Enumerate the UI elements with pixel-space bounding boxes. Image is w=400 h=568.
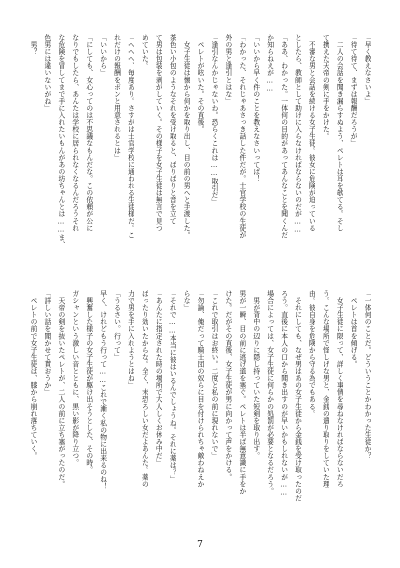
text-column: らな」 <box>182 290 191 312</box>
text-column: それにしても、なぜ男はあの女子生徒から金銭を受け取ったのだ <box>293 290 302 502</box>
text-column: 「逢引なんかじゃないわ。恐らくこれは……取引だ」 <box>210 34 218 206</box>
lower-text-block <box>26 290 374 546</box>
page-number: 7 <box>197 540 203 550</box>
text-column: 「あんたに指定された時の場所で大人しくお休み中だ」 <box>154 290 163 467</box>
text-column: 「わかった、それじゃあさっき話した件だが。士官学校の生徒が <box>237 34 246 239</box>
text-column: ペレトは首を傾げる。 <box>349 290 358 368</box>
text-column: れだけの報酬をポンと用意されるとは」 <box>112 34 121 161</box>
text-column: 「にしても、女心ってのは不思議なもんだな。この依頼が公に <box>84 34 93 232</box>
text-column: 「ああ、わかった。一体何の目的があってあんなことを聞くんだ <box>279 34 288 239</box>
text-column: めていた。 <box>140 34 149 70</box>
text-column: 興奮した様子の女子生徒が駆け出そうとした、その時。 <box>84 290 93 474</box>
text-column: 早く、けれどもう行って……これで漸く私の物に出来るのね！ <box>98 290 107 490</box>
text-column: 「一体何のことだ。どういうことかわかった生徒か？ <box>363 290 372 460</box>
text-column: 「いいから早く件のことを教えなさいってば！ <box>251 34 260 183</box>
text-column: て男は包装を剥がしていく。その様子を女子生徒は無言で見つ <box>154 34 163 232</box>
text-column: としたら、教師として助けに入らなければならないのだが…… <box>293 34 302 234</box>
text-column: 場合によっては、女子生徒に何らかの処罰が必要となるだろう。 <box>265 290 274 495</box>
text-column: 女子生徒は懐から何かを取り出し、目の前の男へと手渡した。 <box>182 34 191 239</box>
text-column: 外の男と逢引とはな」 <box>223 34 232 105</box>
text-column: 力で男を手に入れようとはね」 <box>126 290 135 389</box>
text-column: 「早く教えなさいよ」 <box>363 34 372 105</box>
text-column: なりでもしたら、あんたは学校に居られなくなるんだろうそれ <box>70 34 79 232</box>
text-column: 男が一瞬、目の前に逃げ道を塞ぐ。ペレトは半ば無意識に手をか <box>237 290 246 495</box>
text-column: か知らねえが…… <box>265 34 274 93</box>
text-column: 「勿論、俺だって騎士団の奴らに目を付けられちゃ敵わねえか <box>196 290 205 488</box>
text-column: けた。だがその直後、女子生徒が男に向かって声をかける。 <box>223 290 232 481</box>
text-column: て携えた天帝の剣に手をかけた。 <box>321 34 330 140</box>
text-column: 「待て待て、まずは報酬だろうが」 <box>349 34 358 147</box>
text-column: 女子生徒に限って、詳しく事情を尋ねなければならないだろ <box>335 290 344 488</box>
text-column: ペレトの前で女子生徒は、膝から崩れ落ちていく。 <box>29 290 38 460</box>
text-column: ガシャンという激しい音とともに、黒い影が降り立つ。 <box>70 290 79 467</box>
text-column: 「これで取引はお終い。二度と私の前に現れないで」 <box>210 290 218 460</box>
text-column: 男？ <box>29 34 38 56</box>
text-column: 「うるさい。行って」 <box>112 290 121 361</box>
text-column: 色男には違いないがね」 <box>42 34 51 112</box>
text-column: 天帝の剣を抜いたペレトが、二人の前に立ち塞がったのだ。 <box>56 290 65 488</box>
text-column: 由。彼自身を危険から守る為でもある。 <box>307 290 316 417</box>
text-column: 「へへへ、毎度あり。さすがは士官学校に通われる生徒様だ。こ <box>126 34 135 239</box>
text-column: 「それで……本当に彼はいるんでしょうね。それに薬は？」 <box>168 290 177 483</box>
text-column: ペレトが呟いた。その直後。 <box>196 34 205 133</box>
upper-text-block <box>26 34 374 290</box>
text-column: な危険を冒してまで手に入れたいもんがあの坊ちゃんとは……ま、 <box>56 34 65 248</box>
text-column: 不審な男と会話を続ける女子生徒。彼女に危険が迫っている <box>307 34 316 232</box>
text-column: ぱったり効いたからな。全く、末恐ろしい女だよあんた。薬の <box>140 290 149 488</box>
text-column: 茶色い小包のようなそれを受け取ると、ばりばりと音を立て <box>168 34 177 225</box>
text-column: 男が背中の辺りに隠し持っていた短剣を取り出す。 <box>251 290 260 460</box>
text-column: う。こんな場所で怪しげな男と、金銭の遣り取りをしていた理 <box>321 290 330 488</box>
text-column: ろう。直後に本人の口から聞き出すのが早いかもしれないが…… <box>279 290 288 497</box>
text-column: 二人の会話を聞き漏らすぬよう、ペレトは耳を欹てる。そし <box>335 34 344 232</box>
text-column: 「いいから」 <box>98 34 107 77</box>
text-column: 「詳しい話を聞かせて貰おうか」 <box>42 290 51 396</box>
